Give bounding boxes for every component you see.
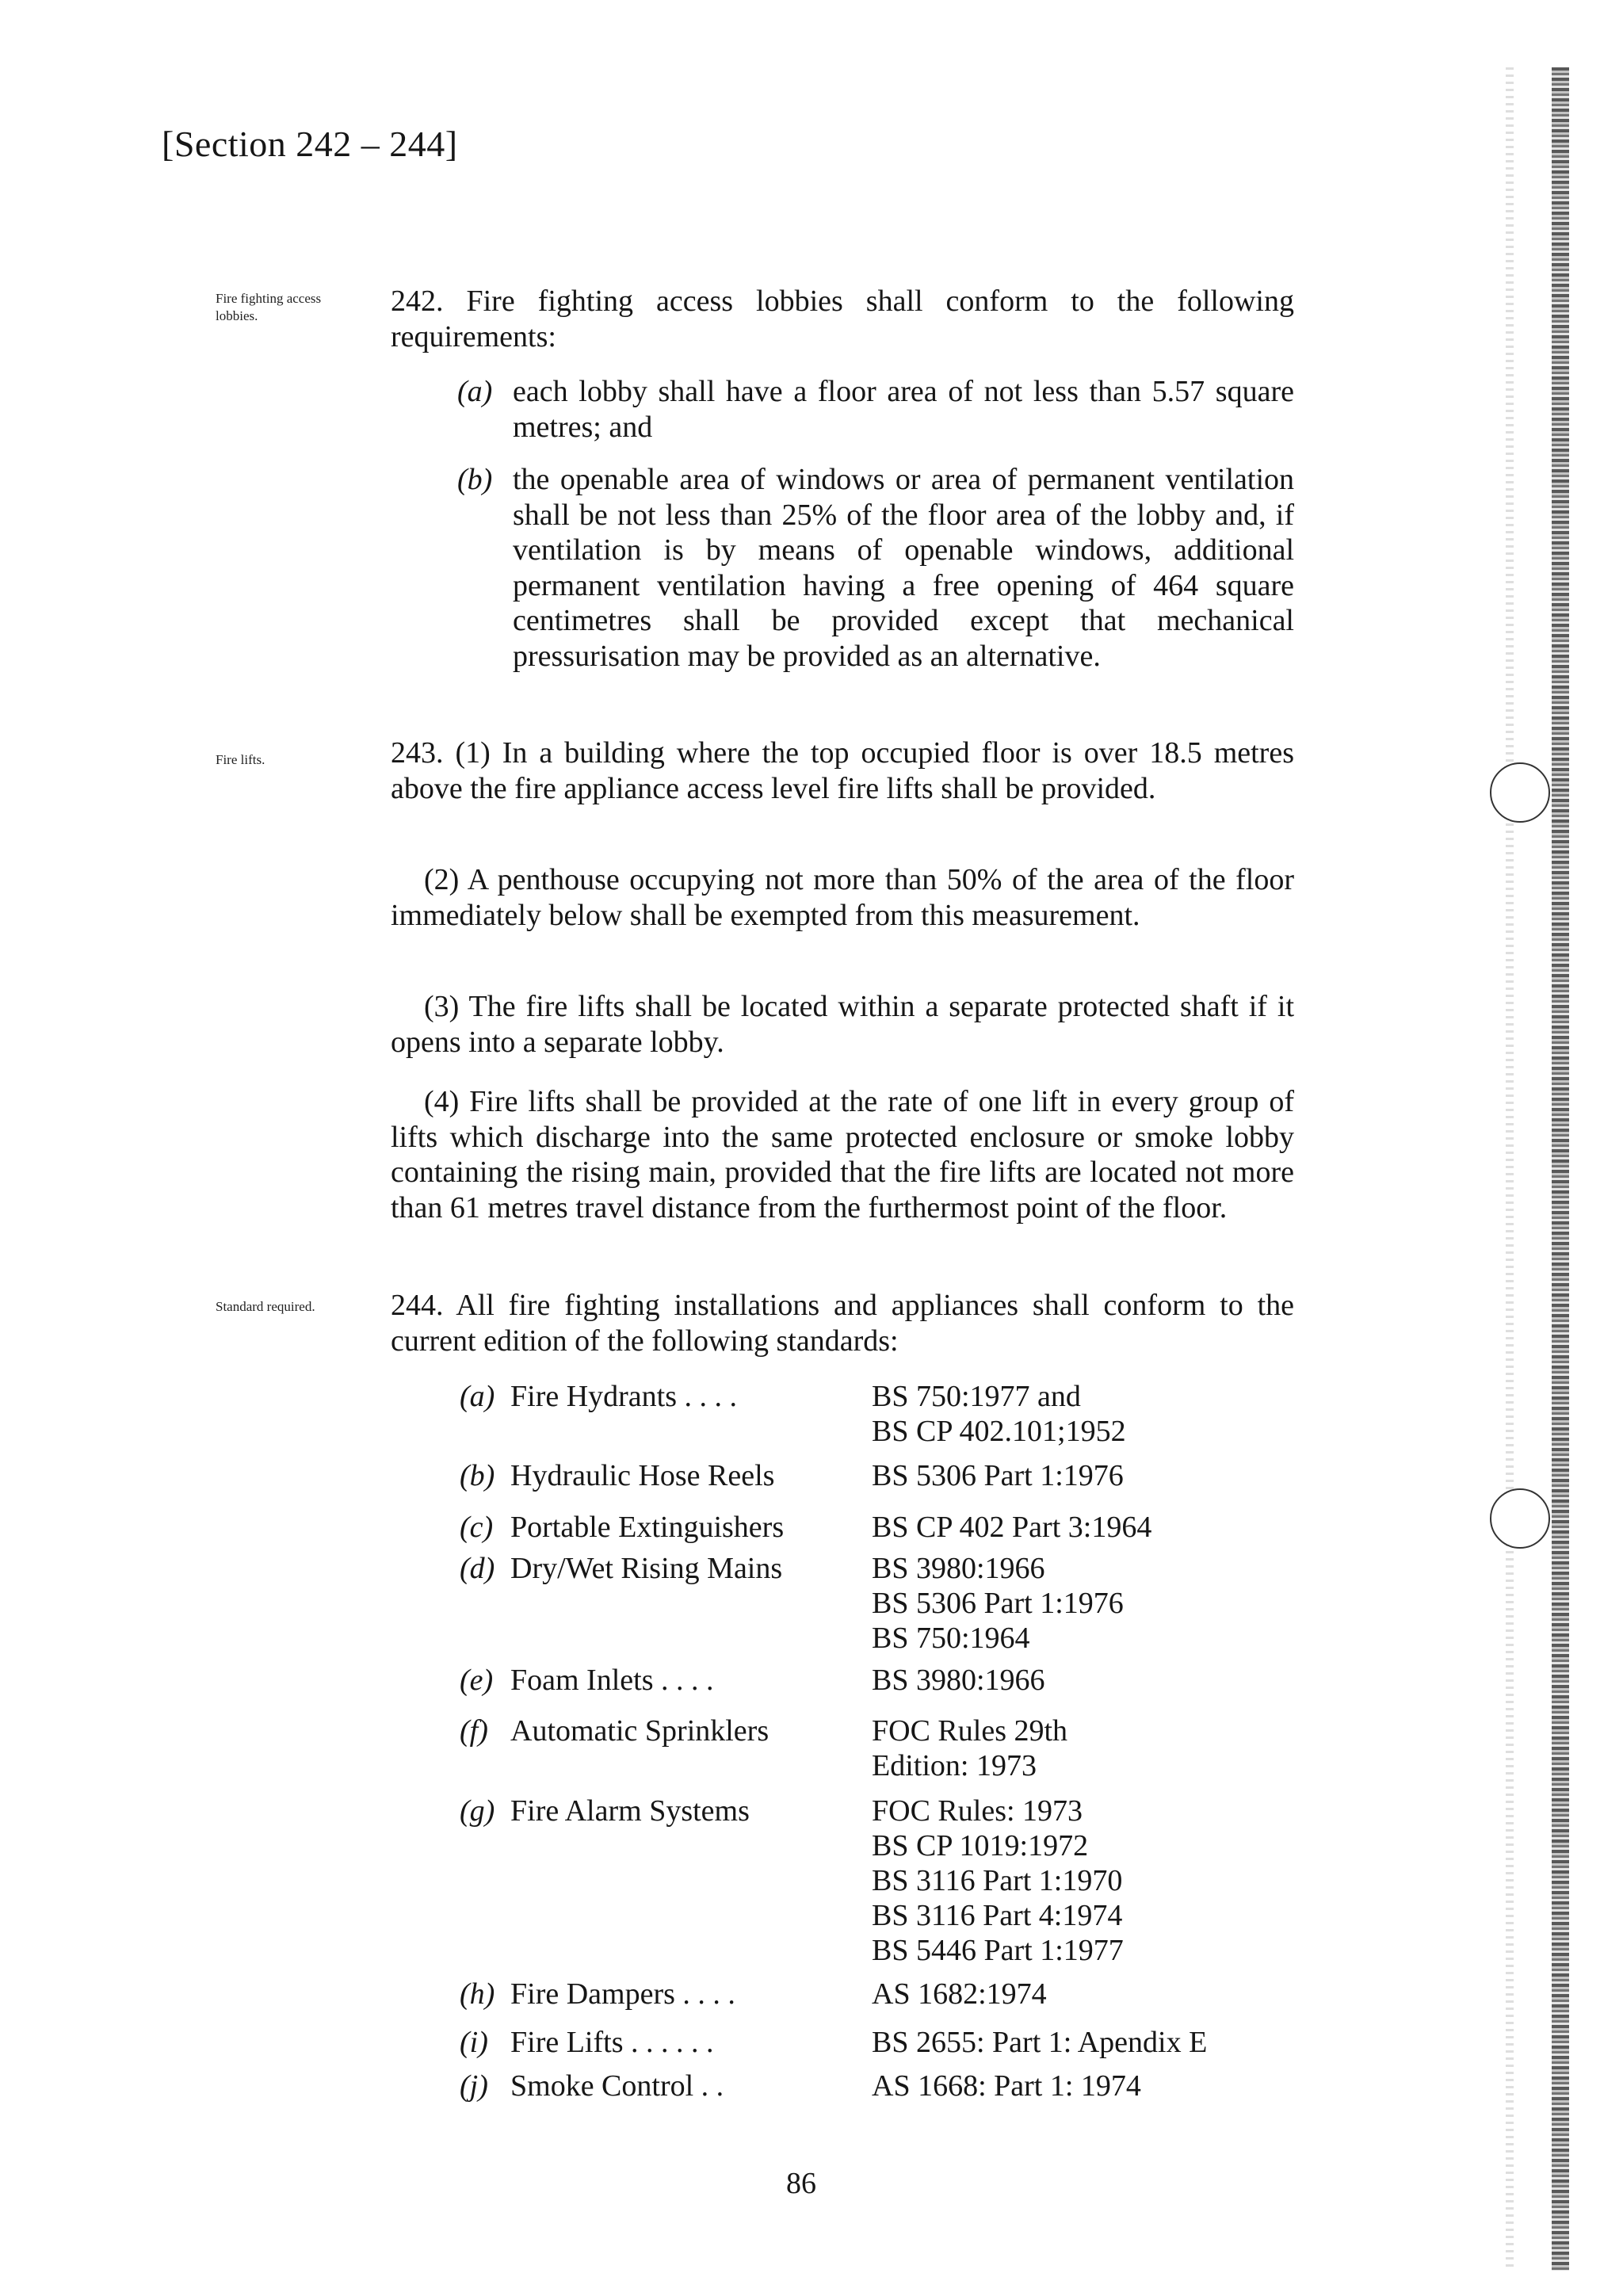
item-text: each lobby shall have a floor area of not less than 5.57 square metres; and <box>513 375 1294 444</box>
standard-row-g <box>0 1794 1623 1976</box>
standard-name: Portable Extinguishers <box>510 1511 785 1544</box>
item-label: (b) <box>457 463 493 496</box>
standard-row-d <box>0 1551 1623 1662</box>
standard-label: (e) <box>460 1664 494 1697</box>
standard-label: (d) <box>460 1552 495 1585</box>
standard-name: Fire Lifts . . . . . . <box>510 2026 714 2059</box>
standard-name: Hydraulic Hose Reels <box>510 1459 775 1492</box>
standard-row-h <box>0 1977 1623 2015</box>
standard-value: BS 750:1977 and BS CP 402.101;1952 <box>872 1380 1126 1448</box>
standard-value: BS CP 402 Part 3:1964 <box>872 1511 1152 1544</box>
standard-value: FOC Rules: 1973 BS CP 1019:1972 BS 3116 Part 1:1970 BS 3116 Part 4:1974 BS 5446 Part 1:1977 <box>872 1794 1124 1967</box>
standard-label: (i) <box>460 2026 488 2059</box>
standard-name: Dry/Wet Rising Mains <box>510 1552 783 1585</box>
standard-name: Smoke Control . . <box>510 2069 724 2103</box>
section-242-item-b <box>457 462 1294 674</box>
section-243-para-2: (2) A penthouse occupying not more than 50% of the area of the floor immediately below shall be exempted from this measurement. <box>391 863 1294 932</box>
punch-hole-upper <box>1490 762 1550 823</box>
section-243-para-3: (3) The fire lifts shall be located within a separate protected shaft if it opens into a separate lobby. <box>391 990 1294 1059</box>
standard-label: (j) <box>460 2069 488 2103</box>
margin-note-244: Standard required. <box>216 1299 315 1314</box>
standard-name: Automatic Sprinklers <box>510 1714 769 1748</box>
standard-label: (c) <box>460 1511 494 1544</box>
standard-name: Fire Alarm Systems <box>510 1794 750 1828</box>
section-243-para-1: 243. (1) In a building where the top occupied floor is over 18.5 metres above the fire appliance access level fire lifts shall be provided. <box>391 736 1294 805</box>
standard-name: Foam Inlets . . . . <box>510 1664 714 1697</box>
standard-value: AS 1668: Part 1: 1974 <box>872 2069 1141 2103</box>
standard-row-a <box>0 1379 1623 1455</box>
page-number: 86 <box>786 2167 816 2200</box>
standard-label: (g) <box>460 1794 495 1828</box>
section-243-para-4: (4) Fire lifts shall be provided at the rate of one lift in every group of lifts which discharge into the same protected enclosure or smoke lobby containing the rising main, provided that the fire lifts are located not more than 61 metres travel distance from the furthermost point of the floor. <box>391 1085 1294 1224</box>
standard-value: FOC Rules 29th Edition: 1973 <box>872 1714 1068 1782</box>
standard-name: Fire Hydrants . . . . <box>510 1380 738 1413</box>
margin-note-242: Fire fighting access lobbies. <box>216 291 322 323</box>
item-text: the openable area of windows or area of permanent ventilation shall be not less than 25% of the floor area of the lobby and, if ventilation is by means of openable windows, additional permanent ventilation having a free opening of 464 square centimetres shall be provided except that mechanical pressurisation may be provided as an alternative. <box>513 463 1294 673</box>
section-242-intro: 242. Fire fighting access lobbies shall conform to the following requirements: <box>391 285 1294 353</box>
standard-name: Fire Dampers . . . . <box>510 1977 735 2011</box>
standard-value: AS 1682:1974 <box>872 1977 1047 2011</box>
standard-row-c <box>0 1510 1623 1548</box>
item-label: (a) <box>457 375 493 408</box>
standard-label: (f) <box>460 1714 488 1748</box>
standard-row-j <box>0 2069 1623 2107</box>
standard-value: BS 5306 Part 1:1976 <box>872 1459 1124 1492</box>
standard-label: (a) <box>460 1380 495 1413</box>
standard-value: BS 3980:1966 <box>872 1664 1045 1697</box>
standard-label: (h) <box>460 1977 495 2011</box>
standard-label: (b) <box>460 1459 495 1492</box>
margin-note-243: Fire lifts. <box>216 752 265 767</box>
section-242-item-a <box>457 374 1294 445</box>
standard-value: BS 3980:1966 BS 5306 Part 1:1976 BS 750:1964 <box>872 1552 1124 1655</box>
standard-row-i <box>0 2025 1623 2063</box>
standard-value: BS 2655: Part 1: Apendix E <box>872 2026 1208 2059</box>
section-reference-header: [Section 242 – 244] <box>162 124 458 164</box>
standard-row-b <box>0 1458 1623 1496</box>
standard-row-f <box>0 1713 1623 1790</box>
section-244-intro: 244. All fire fighting installations and appliances shall conform to the current edition of the following standards: <box>391 1289 1294 1358</box>
standard-row-e <box>0 1663 1623 1701</box>
